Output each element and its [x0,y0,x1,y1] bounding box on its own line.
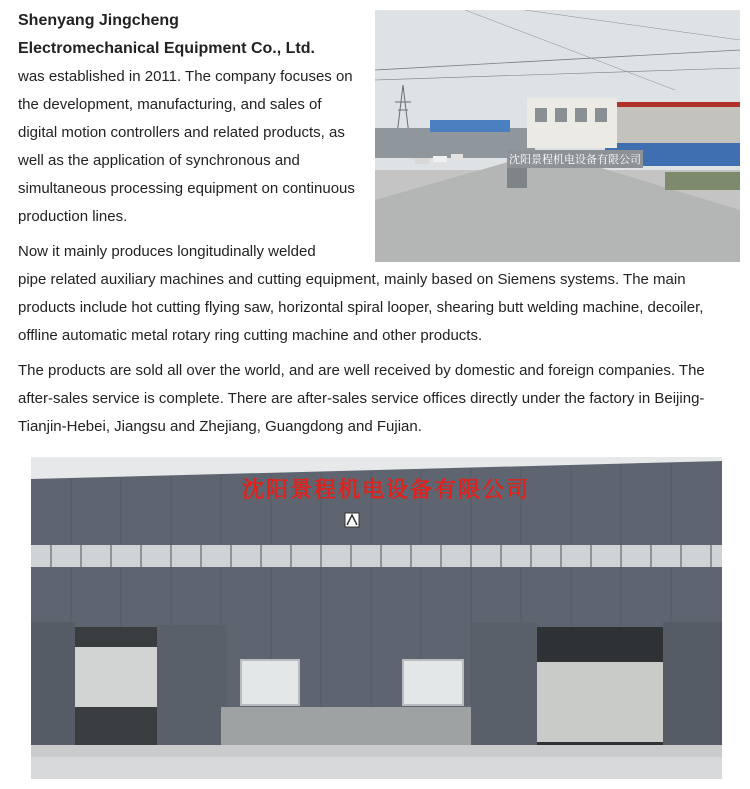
products-paragraph-first-line: Now it mainly produces longitudinally welded [18,243,316,260]
intro-text [18,7,373,231]
factory-building-photo [31,457,722,779]
products-paragraph [18,238,738,350]
intro-paragraph: was established in 2011. The company focuses on the development, manufacturing, and sales of digital motion controllers and related products, as well as the application of synchronous and simultaneous processing equipment on continuous production lines. [18,68,355,225]
sales-paragraph: The products are sold all over the world, and are well received by domestic and foreign companies. The after-sales service is complete. There are after-sales service offices directly under the factory in Beijing-Tianjin-Hebei, Jiangsu and Zhejiang, Guangdong and Fujian. [18,362,705,435]
building-sign-text: 沈阳景程机电设备有限公司 [241,478,531,503]
factory-gate-photo [375,10,740,262]
gate-sign-text: 沈阳景程机电设备有限公司 [509,153,641,166]
products-paragraph-rest: pipe related auxiliary machines and cutting equipment, mainly based on Siemens systems. The main products include hot cutting flying saw, horizontal spiral looper, shearing butt welding machine, decoiler, offline automatic metal rotary ring cutting machine and other products. [18,271,704,344]
company-name-line1: Shenyang Jingcheng [18,12,179,29]
company-name-line2: Electromechanical Equipment Co., Ltd. [18,40,315,57]
